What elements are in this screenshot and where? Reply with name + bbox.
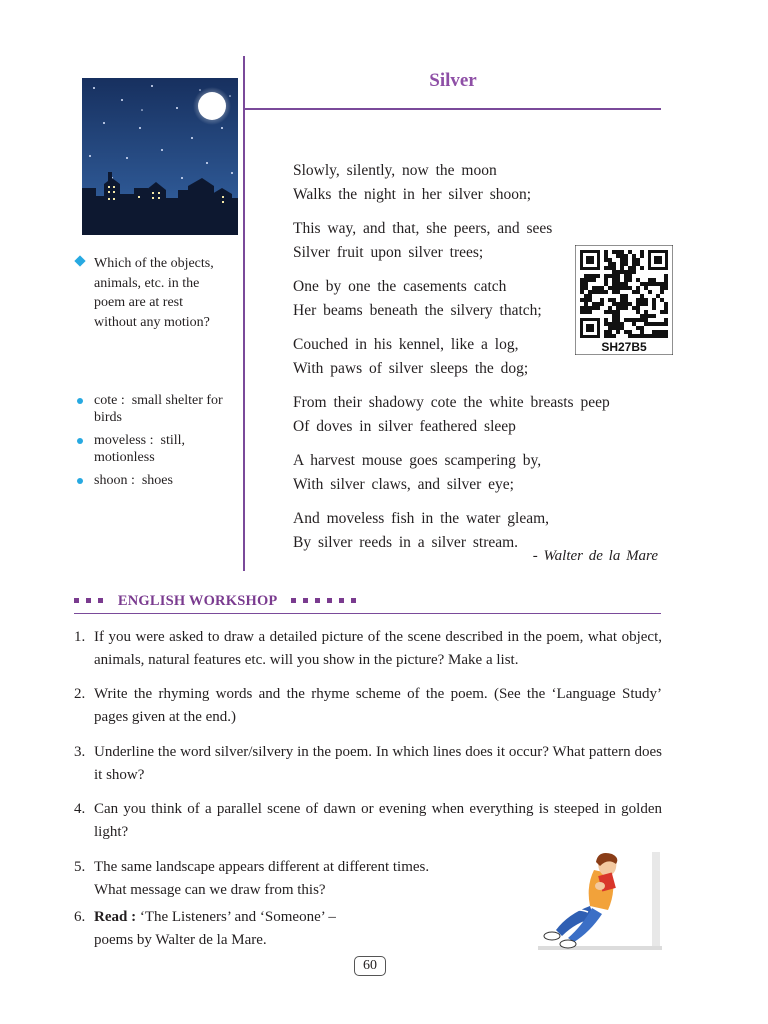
- poem-line: Couched in his kennel, like a log,: [293, 336, 519, 353]
- poem-line: Slowly, silently, now the moon: [293, 162, 497, 179]
- night-scene-illustration: [82, 78, 238, 235]
- dot-bullet-icon: [77, 398, 83, 404]
- question-number: 5.: [74, 859, 86, 875]
- poem-line: And moveless fish in the water gleam,: [293, 510, 550, 527]
- diamond-bullet-icon: [74, 255, 85, 266]
- question-text-line: poems by Walter de la Mare.: [94, 932, 267, 948]
- glossary-term: cote: [94, 393, 118, 408]
- square-bullet-icon: [315, 598, 320, 603]
- workshop-heading: [74, 593, 363, 610]
- qr-code-label: SH27B5: [601, 340, 647, 354]
- workshop-question: [74, 906, 514, 952]
- poem-line: Of doves in silver feathered sleep: [293, 418, 516, 435]
- glossary-term: moveless: [94, 433, 147, 448]
- poem-line: From their shadowy cote the white breasts peep: [293, 394, 610, 411]
- workshop-heading-text: ENGLISH WORKSHOP: [117, 593, 278, 609]
- glossary-item: cote : small shelter for birds: [76, 392, 236, 426]
- question-text: Underline the word silver/silvery in the poem. In which lines does it occur? What pattern does it show?: [94, 744, 662, 783]
- workshop-question: [74, 683, 662, 729]
- square-bullet-icon: [327, 598, 332, 603]
- reading-boy-illustration: [538, 852, 662, 952]
- poem-line: With paws of silver sleeps the dog;: [293, 360, 529, 377]
- question-number: 2.: [74, 686, 86, 702]
- workshop-question: [74, 741, 662, 787]
- glossary-meaning: small shelter for birds: [94, 393, 223, 425]
- margin-question: [76, 254, 226, 332]
- square-bullet-icon: [303, 598, 308, 603]
- glossary-meaning: still, motionless: [94, 433, 186, 465]
- square-bullet-icon: [291, 598, 296, 603]
- poem-body: [293, 159, 663, 565]
- read-label: Read :: [94, 909, 137, 925]
- square-bullet-icon: [351, 598, 356, 603]
- glossary-item: shoon : shoes: [76, 472, 236, 489]
- question-text: Write the rhyming words and the rhyme scheme of the poem. (See the ‘Language Study’ pages given at the end.): [94, 686, 662, 725]
- workshop-question: [74, 626, 662, 672]
- question-text-line: What message can we draw from this?: [94, 882, 326, 898]
- poem-author: - Walter de la Mare: [532, 548, 658, 564]
- poem-stanza: [293, 449, 663, 497]
- poem-line: A harvest mouse goes scampering by,: [293, 452, 542, 469]
- margin-divider: [243, 56, 245, 571]
- square-bullet-icon: [98, 598, 103, 603]
- dot-bullet-icon: [77, 478, 83, 484]
- question-number: 3.: [74, 744, 86, 760]
- glossary-item: moveless : still, motionless: [76, 432, 236, 466]
- square-bullet-icon: [86, 598, 91, 603]
- workshop-question: [74, 856, 514, 902]
- workshop-question: [74, 798, 662, 844]
- square-bullet-icon: [339, 598, 344, 603]
- question-text-line: ‘The Listeners’ and ‘Someone’ –: [139, 909, 336, 925]
- question-number: 4.: [74, 801, 86, 817]
- poem-line: By silver reeds in a silver stream.: [293, 534, 519, 551]
- question-text: If you were asked to draw a detailed picture of the scene described in the poem, what object, animals, natural features etc. will you show in the picture? Make a list.: [94, 629, 662, 668]
- title-underline: [245, 108, 661, 110]
- page-number: 60: [354, 956, 386, 976]
- glossary-term: shoon: [94, 473, 128, 488]
- poem-line: This way, and that, she peers, and sees: [293, 220, 553, 237]
- margin-question-text: Which of the objects, animals, etc. in the poem are at rest without any motion?: [94, 256, 214, 330]
- poem-title: Silver: [429, 70, 477, 91]
- poem-line: Walks the night in her silver shoon;: [293, 186, 532, 203]
- poem-line: With silver claws, and silver eye;: [293, 476, 514, 493]
- poem-stanza: [293, 391, 663, 439]
- question-number: 6.: [74, 909, 86, 925]
- question-number: 1.: [74, 629, 86, 645]
- glossary-meaning: shoes: [141, 473, 173, 488]
- poem-line: Her beams beneath the silvery thatch;: [293, 302, 542, 319]
- dot-bullet-icon: [77, 438, 83, 444]
- workshop-divider: [74, 613, 661, 614]
- question-text-line: The same landscape appears different at different times.: [94, 859, 430, 875]
- poem-stanza: [293, 159, 663, 207]
- poem-line: Silver fruit upon silver trees;: [293, 244, 484, 261]
- square-bullet-icon: [74, 598, 79, 603]
- qr-code[interactable]: [575, 245, 673, 355]
- poem-line: One by one the casements catch: [293, 278, 507, 295]
- question-text: Can you think of a parallel scene of dawn or evening when everything is steeped in golden light?: [94, 801, 662, 840]
